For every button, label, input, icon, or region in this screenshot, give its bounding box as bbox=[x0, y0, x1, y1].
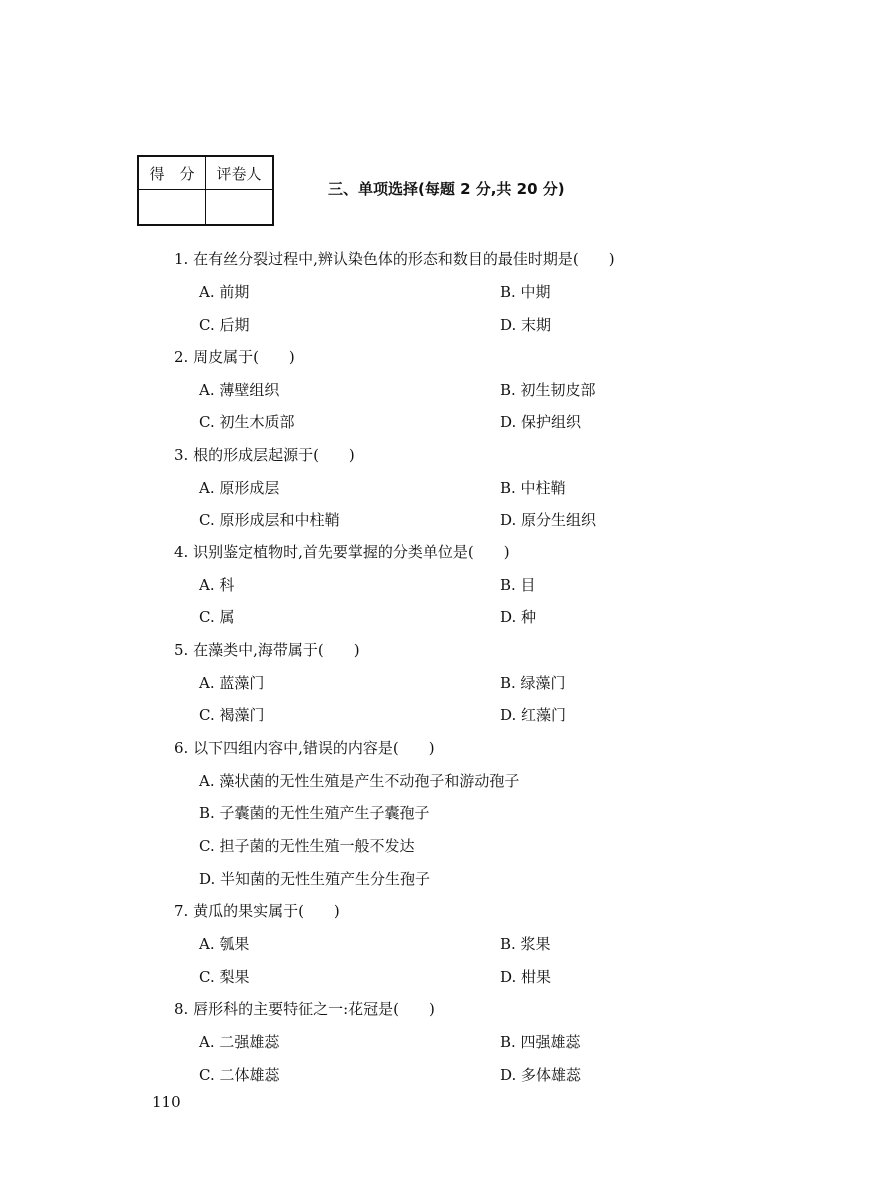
question-7: 7. 黄瓜的果实属于( ) bbox=[174, 902, 340, 920]
question-5-option-b: B. 绿藻门 bbox=[500, 674, 566, 692]
score-label: 得 分 bbox=[138, 156, 206, 190]
question-1-option-d: D. 末期 bbox=[500, 316, 552, 334]
question-4-option-a: A. 科 bbox=[199, 576, 235, 594]
question-3-option-b: B. 中柱鞘 bbox=[500, 479, 566, 497]
question-2-option-c: C. 初生木质部 bbox=[199, 413, 295, 431]
question-1-option-c: C. 后期 bbox=[199, 316, 250, 334]
section-title: 三、单项选择(每题 2 分,共 20 分) bbox=[328, 180, 565, 198]
question-7-option-b: B. 浆果 bbox=[500, 935, 551, 953]
question-4-option-c: C. 属 bbox=[199, 608, 235, 626]
question-2-option-a: A. 薄壁组织 bbox=[199, 381, 280, 399]
question-6-option-b: B. 子囊菌的无性生殖产生子囊孢子 bbox=[199, 804, 430, 822]
question-4-option-d: D. 种 bbox=[500, 608, 537, 626]
question-2-option-d: D. 保护组织 bbox=[500, 413, 582, 431]
question-8-option-a: A. 二强雄蕊 bbox=[199, 1033, 280, 1051]
question-6-option-d: D. 半知菌的无性生殖产生分生孢子 bbox=[199, 870, 431, 888]
question-6-option-a: A. 藻状菌的无性生殖是产生不动孢子和游动孢子 bbox=[199, 772, 520, 790]
question-7-option-c: C. 梨果 bbox=[199, 968, 250, 986]
question-3-option-d: D. 原分生组织 bbox=[500, 511, 597, 529]
question-3: 3. 根的形成层起源于( ) bbox=[174, 446, 355, 464]
question-1: 1. 在有丝分裂过程中,辨认染色体的形态和数目的最佳时期是( ) bbox=[174, 250, 615, 268]
question-4: 4. 识别鉴定植物时,首先要掌握的分类单位是( ) bbox=[174, 543, 510, 561]
question-8-option-c: C. 二体雄蕊 bbox=[199, 1066, 280, 1084]
question-1-option-a: A. 前期 bbox=[199, 283, 250, 301]
question-3-option-c: C. 原形成层和中柱鞘 bbox=[199, 511, 340, 529]
question-6-option-c: C. 担子菌的无性生殖一般不发达 bbox=[199, 837, 415, 855]
grader-cell bbox=[206, 190, 274, 226]
question-3-option-a: A. 原形成层 bbox=[199, 479, 280, 497]
score-cell bbox=[138, 190, 206, 226]
question-5-option-d: D. 红藻门 bbox=[500, 706, 567, 724]
question-1-option-b: B. 中期 bbox=[500, 283, 551, 301]
score-box bbox=[137, 155, 274, 226]
page-number: 110 bbox=[152, 1093, 181, 1111]
question-5-option-c: C. 褐藻门 bbox=[199, 706, 265, 724]
question-4-option-b: B. 目 bbox=[500, 576, 536, 594]
grader-label: 评卷人 bbox=[206, 156, 274, 190]
question-8: 8. 唇形科的主要特征之一:花冠是( ) bbox=[174, 1000, 435, 1018]
question-2: 2. 周皮属于( ) bbox=[174, 348, 295, 366]
question-2-option-b: B. 初生韧皮部 bbox=[500, 381, 596, 399]
question-8-option-b: B. 四强雄蕊 bbox=[500, 1033, 581, 1051]
question-5-option-a: A. 蓝藻门 bbox=[199, 674, 265, 692]
question-5: 5. 在藻类中,海带属于( ) bbox=[174, 641, 360, 659]
question-7-option-a: A. 瓠果 bbox=[199, 935, 250, 953]
question-7-option-d: D. 柑果 bbox=[500, 968, 552, 986]
question-8-option-d: D. 多体雄蕊 bbox=[500, 1066, 582, 1084]
question-6: 6. 以下四组内容中,错误的内容是( ) bbox=[174, 739, 435, 757]
